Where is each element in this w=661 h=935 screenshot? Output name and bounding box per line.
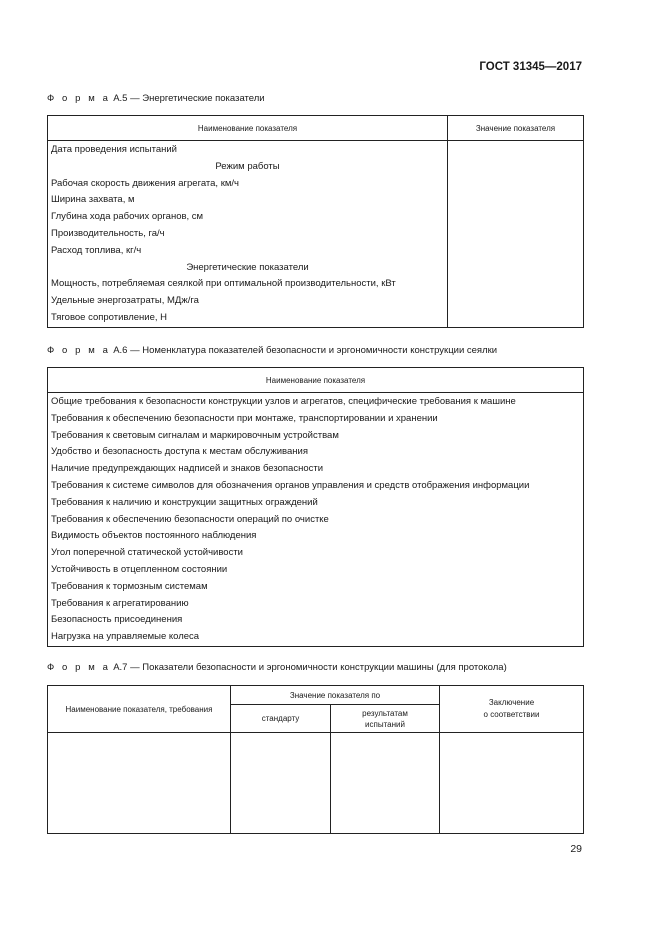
form-a5-row: Тяговое сопротивление, Н [51, 311, 168, 323]
form-a6-row: Требования к световым сигналам и маркировочным устройствам [51, 429, 339, 441]
form-a7-header-results-line2: испытаний [365, 719, 405, 729]
form-a7-body-conclusion [440, 733, 584, 834]
form-a5-header-value: Значение показателя [448, 116, 584, 141]
form-a7-header-value-group: Значение показателя по [231, 686, 440, 705]
form-a6-row: Наличие предупреждающих надписей и знаков безопасности [51, 463, 324, 475]
form-a5-row: Производительность, га/ч [51, 227, 165, 239]
form-a6-table [47, 367, 584, 647]
form-a5-names-cell [48, 141, 448, 328]
form-a5-row: Рабочая скорость движения агрегата, км/ч [51, 177, 239, 189]
form-a6-caption-prefix: Ф о р м а [47, 345, 111, 356]
form-a5-row: Мощность, потребляемая сеялкой при оптимальной производительности, кВт [51, 278, 396, 290]
form-a7-header-conclusion [440, 686, 584, 733]
form-a5-row: Глубина хода рабочих органов, см [51, 211, 204, 223]
form-a7-caption-title: А.7 — Показатели безопасности и эргономичности конструкции машины (для протокола) [110, 662, 507, 673]
form-a6-row: Требования к агрегатированию [51, 597, 189, 609]
form-a5-caption-title: А.5 — Энергетические показатели [110, 93, 265, 104]
form-a5-caption-prefix: Ф о р м а [47, 93, 111, 104]
form-a6-row-list [48, 394, 583, 646]
form-a5-row-list [48, 142, 447, 327]
form-a6-row: Удобство и безопасность доступа к местам обслуживания [51, 446, 308, 458]
form-a7-body-results [331, 733, 440, 834]
form-a5-header-name: Наименование показателя [48, 116, 448, 141]
form-a5-row: Режим работы [215, 160, 280, 172]
form-a7-caption [47, 662, 507, 673]
form-a6-row: Угол поперечной статической устойчивости [51, 547, 243, 559]
form-a7-header-conclusion-line1: Заключение [488, 698, 535, 707]
form-a6-names-cell [48, 393, 584, 647]
form-a5-row: Расход топлива, кг/ч [51, 244, 142, 256]
form-a6-row: Нагрузка на управляемые колеса [51, 631, 200, 643]
standard-number: ГОСТ 31345—2017 [479, 61, 582, 73]
form-a5-table [47, 115, 584, 328]
form-a6-row: Требования к тормозным системам [51, 580, 208, 592]
form-a7-caption-prefix: Ф о р м а [47, 662, 111, 673]
form-a6-row: Видимость объектов постоянного наблюдения [51, 530, 257, 542]
form-a6-caption-title: А.6 — Номенклатура показателей безопасности и эргономичности конструкции сеялки [110, 345, 498, 356]
form-a5-row: Ширина захвата, м [51, 194, 135, 206]
form-a7-header-name: Наименование показателя, требования [48, 686, 231, 733]
form-a7-body-standard [231, 733, 331, 834]
form-a6-row: Требования к системе символов для обозначения органов управления и средств отображения информации [51, 479, 530, 491]
form-a7-header-standard: стандарту [231, 705, 331, 733]
form-a7-body-name [48, 733, 231, 834]
form-a6-row: Требования к наличию и конструкции защитных ограждений [51, 496, 318, 508]
form-a5-row: Энергетические показатели [186, 261, 309, 273]
form-a5-values-cell [448, 141, 584, 328]
form-a7-table [47, 685, 584, 834]
form-a6-row: Требования к обеспечению безопасности операций по очистке [51, 513, 329, 525]
form-a6-row: Общие требования к безопасности конструкции узлов и агрегатов, специфические требования к машине [51, 396, 516, 407]
form-a5-row: Дата проведения испытаний [51, 144, 177, 155]
form-a6-row: Требования к обеспечению безопасности при монтаже, транспортировании и хранении [51, 412, 438, 424]
form-a5-caption [47, 93, 265, 104]
form-a7-header-results [331, 705, 440, 733]
form-a6-caption [47, 345, 497, 356]
form-a6-row: Устойчивость в отцепленном состоянии [51, 563, 228, 575]
form-a5-row: Удельные энергозатраты, МДж/га [51, 295, 199, 307]
form-a7-header-results-line1: результатам [362, 708, 408, 718]
form-a7-header-conclusion-line2: о соответствии [483, 710, 540, 719]
page-number: 29 [570, 843, 582, 855]
form-a6-row: Безопасность присоединения [51, 614, 183, 626]
form-a6-header-name: Наименование показателя [48, 368, 584, 393]
